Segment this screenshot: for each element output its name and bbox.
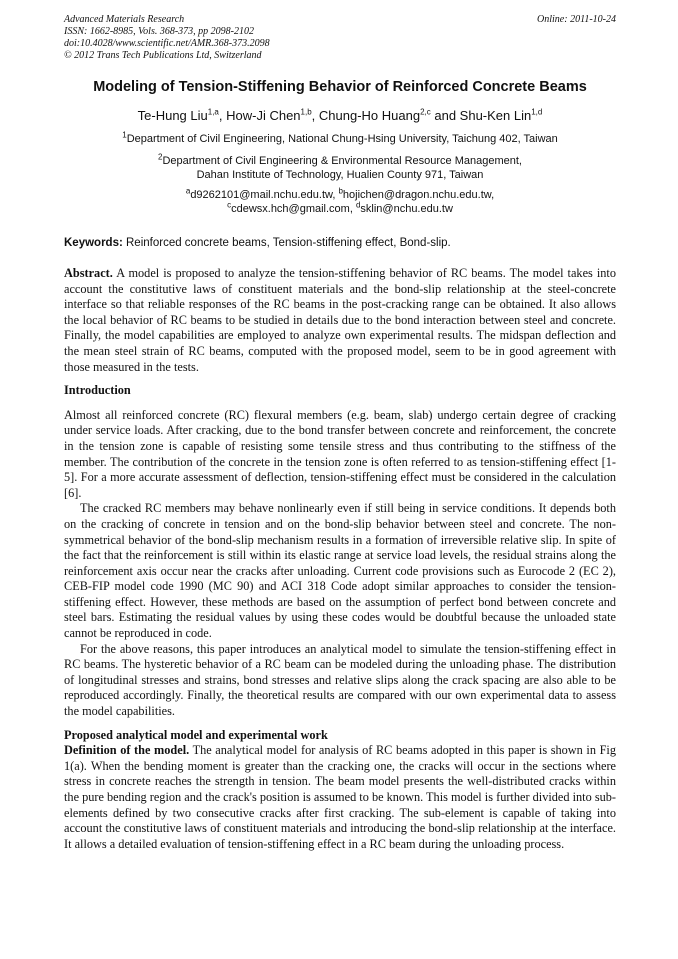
author-sep: , (311, 108, 319, 123)
affiliation-text: Department of Civil Engineering, National Chung-Hsing University, Taichung 402, Taiwan (126, 133, 558, 145)
author-list (64, 108, 616, 124)
author-name: Shu-Ken Lin (459, 108, 532, 123)
paper-page (64, 14, 616, 852)
paragraph: For the above reasons, this paper introduces an analytical model to simulate the tension-stiffening effect in RC beams. The hysteretic behavior of a RC beam can be modeled during the unloading phase. The distribution of longitudinal stresses and strains, bond stresses and relative slips along the crack spacing are also able to be reproduced accordingly. Finally, the theoretical results are compared with our own experimental data to assess the model capabilities. (64, 641, 616, 719)
section-heading-proposed: Proposed analytical model and experimental work (64, 727, 328, 742)
author-sup: 1,a (207, 107, 219, 117)
email-sup: b (338, 186, 343, 196)
affiliation-sup: 2 (158, 152, 163, 162)
keywords-text: Reinforced concrete beams, Tension-stiffening effect, Bond-slip. (122, 237, 451, 249)
author-sep: and (430, 108, 460, 123)
paragraph: Almost all reinforced concrete (RC) flexural members (e.g. beam, slab) undergo certain degree of cracking under service loads. After cracking, due to the bond transfer between concrete and reinforcement, the concrete in the tension zone is capable of resisting some tensile stress and thus contributing to the stiffness of the member. The contribution of the concrete in the tension zone is often referred to as tension-stiffening effect [1-5]. For a more accurate assessment of deflection, tension-stiffening effect must be considered in the calculation [6]. (64, 407, 616, 500)
affiliation-text: Department of Civil Engineering & Environmental Resource Management, (162, 155, 522, 167)
email-line (64, 188, 616, 202)
doi-line: doi:10.4028/www.scientific.net/AMR.368-373.2098 (64, 38, 270, 49)
online-date: Online: 2011-10-24 (537, 14, 616, 25)
abstract (64, 266, 616, 375)
journal-name: Advanced Materials Research (64, 14, 185, 25)
affiliation-2 (64, 154, 616, 182)
email-address: hojichen@dragon.nchu.edu.tw, (342, 189, 495, 201)
definition-text: The analytical model for analysis of RC beams adopted in this paper is shown in Fig 1(a). When the bending moment is greater than the cracking one, the cracks will occur in the sections where stress in concrete reaches the strength in tension. The beam model presents the well-distributed cracks within the pure bending region and the crack's position is assumed to be known. This model is further divided into sub-elements defined by two consecutive cracks after first cracking. The sub-element is capable of taking into account the constitutive laws of constituent materials and introducing the bond-slip relationship at the interface. It allows a detailed evaluation of tension-stiffening effect in a RC beam during the unloading process. (64, 743, 616, 851)
email-address: d9262101@mail.nchu.edu.tw, (190, 189, 339, 201)
affiliation-line (64, 154, 616, 168)
email-address: cdewsx.hch@gmail.com, (231, 203, 356, 215)
journal-header (64, 14, 616, 64)
paper-title: Modeling of Tension-Stiffening Behavior of Reinforced Concrete Beams (93, 79, 587, 95)
journal-info (64, 14, 270, 62)
email-sup: a (185, 186, 191, 196)
keywords (64, 236, 616, 251)
issn-line: ISSN: 1662-8985, Vols. 368-373, pp 2098-2102 (64, 26, 254, 37)
email-sup: c (227, 200, 232, 210)
email-address: sklin@nchu.edu.tw (360, 203, 453, 215)
author-sep: , (218, 108, 227, 123)
author-sup: 2,c (420, 107, 431, 117)
email-line (64, 202, 616, 216)
email-sup: d (355, 200, 361, 210)
abstract-text: A model is proposed to analyze the tension-stiffening behavior of RC beams. The model takes into account the constitutive laws of constituent materials and the bond-slip relationship at the steel-concrete interface so that reliable responses of the RC beams in the post-cracking range can be obtained. It also allows the local behavior of RC beams to be studied in details due to the bond interaction between steel and concrete. Finally, the model capabilities are employed to analyze own experimental results. The midspan deflection and the mean steel strain of RC beams, computed with the proposed model, seem to be in good agreement with those measured in the tests. (64, 266, 616, 374)
abstract-label: Abstract. (64, 266, 113, 280)
affiliation-1 (64, 132, 616, 146)
author-name: Chung-Ho Huang (318, 108, 421, 123)
author-name: How-Ji Chen (226, 108, 301, 123)
affiliation-line: Dahan Institute of Technology, Hualien County 971, Taiwan (196, 169, 484, 181)
author-emails (64, 188, 616, 216)
keywords-label: Keywords: (64, 237, 123, 249)
section-heading-introduction: Introduction (64, 383, 131, 398)
author-name: Te-Hung Liu (137, 108, 208, 123)
copyright-line: © 2012 Trans Tech Publications Ltd, Switzerland (64, 50, 262, 61)
definition-label: Definition of the model. (64, 743, 190, 758)
author-sup: 1,b (300, 107, 312, 117)
paragraph: The cracked RC members may behave nonlinearly even if still being in service conditions. It depends both on the cracking of concrete in tension and on the bond-slip behavior between steel and concrete. The non-symmetrical behavior of the bond-slip mechanism results in a formation of irreversible relative slip. In spite of the fact that the reinforcement is still within its elastic range at service load levels, the residual strains along the reinforcement axis occur near the cracks after unloading. Current code provisions such as Eurocode 2 (EC 2), CEB-FIP model code 1990 (MC 90) and ACI 318 Code adopt similar approaches to consider the tension-stiffening effect. However, these methods are based on the assumption of perfect bond between concrete and steel bars. Estimating the residual values by using these codes would be doubtful because the unloaded state cannot be reproduced in code. (64, 501, 616, 641)
author-sup: 1,d (531, 107, 543, 117)
paragraph-definition (64, 743, 616, 852)
affiliation-sup: 1 (122, 130, 127, 140)
